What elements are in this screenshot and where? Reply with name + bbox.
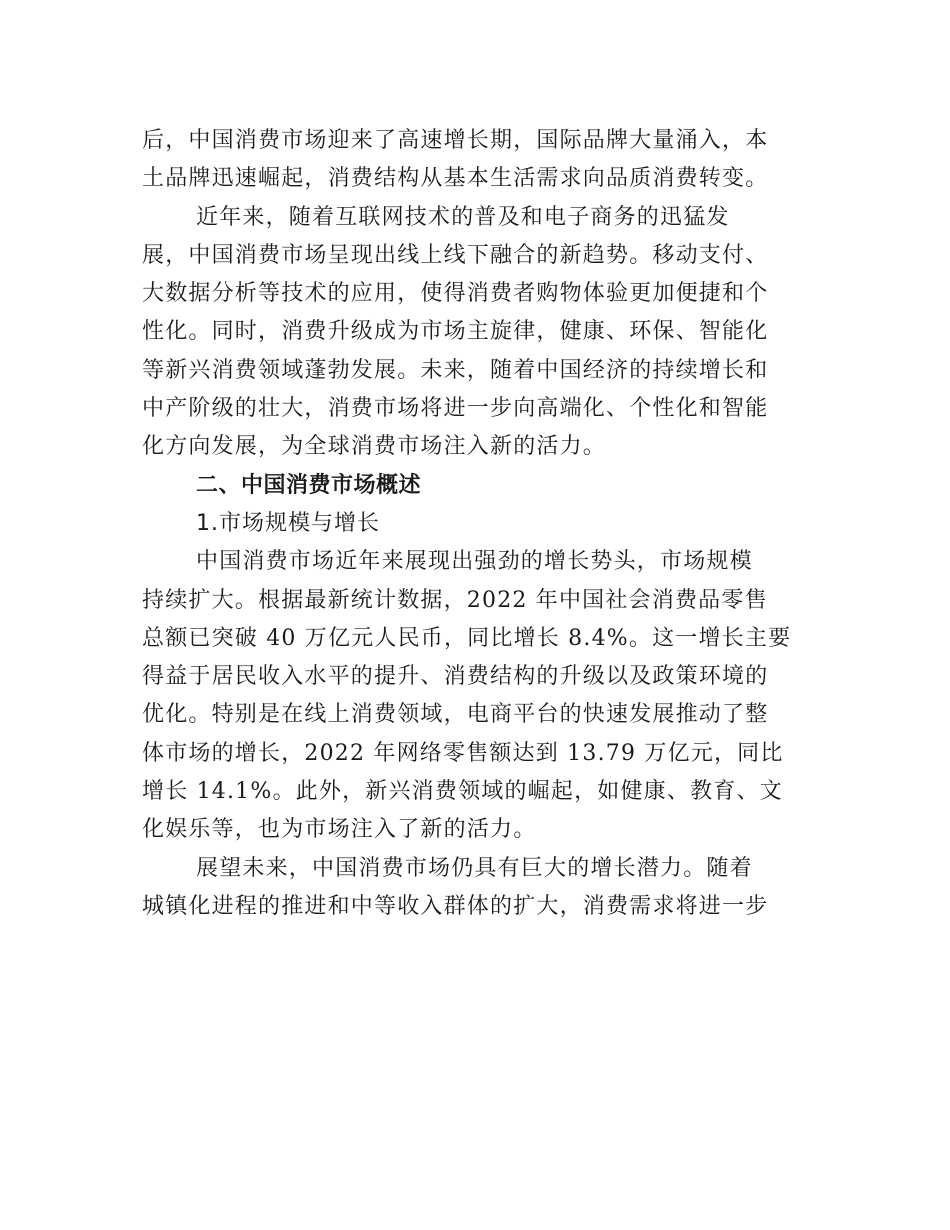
text-line: 等新兴消费领域蓬勃发展。未来，随着中国经济的持续增长和 [142, 357, 769, 383]
text-line: 持续扩大。根据最新统计数据，2022 年中国社会消费品零售 [142, 587, 768, 613]
text-line: 土品牌迅速崛起，消费结构从基本生活需求向品质消费转变。 [142, 166, 769, 192]
text-line: 城镇化进程的推进和中等收入群体的扩大，消费需求将进一步 [142, 893, 769, 919]
text-line: 大数据分析等技术的应用，使得消费者购物体验更加便捷和个 [142, 281, 769, 307]
paragraph [142, 850, 814, 927]
text-line: 展望未来，中国消费市场仍具有巨大的增长潜力。随着 [196, 855, 753, 881]
document-body [142, 122, 814, 926]
text-line: 得益于居民收入水平的提升、消费结构的升级以及政策环境的 [142, 664, 769, 690]
text-line: 总额已突破 40 万亿元人民币，同比增长 8.4%。这一增长主要 [142, 625, 792, 651]
paragraph [142, 199, 814, 467]
text-line: 体市场的增长，2022 年网络零售额达到 13.79 万亿元，同比 [142, 740, 784, 766]
section-heading: 二、中国消费市场概述 [196, 472, 422, 498]
text-line: 优化。特别是在线上消费领域，电商平台的快速发展推动了整 [142, 702, 769, 728]
subsection-heading: 1.市场规模与增长 [196, 510, 380, 536]
text-line: 中产阶级的壮大，消费市场将进一步向高端化、个性化和智能 [142, 396, 769, 422]
text-line: 展，中国消费市场呈现出线上线下融合的新趋势。移动支付、 [142, 242, 769, 268]
text-line: 性化。同时，消费升级成为市场主旋律，健康、环保、智能化 [142, 319, 769, 345]
text-line: 化方向发展，为全球消费市场注入新的活力。 [142, 434, 607, 460]
text-line: 后，中国消费市场迎来了高速增长期，国际品牌大量涌入，本 [142, 128, 769, 153]
text-line: 中国消费市场近年来展现出强劲的增长势头，市场规模 [196, 549, 753, 575]
paragraph [142, 543, 814, 849]
text-line: 近年来，随着互联网技术的普及和电子商务的迅猛发 [196, 204, 730, 230]
text-line: 增长 14.1%。此外，新兴消费领域的崛起，如健康、教育、文 [142, 779, 783, 805]
paragraph [142, 122, 814, 199]
text-line: 化娱乐等，也为市场注入了新的活力。 [142, 817, 537, 843]
